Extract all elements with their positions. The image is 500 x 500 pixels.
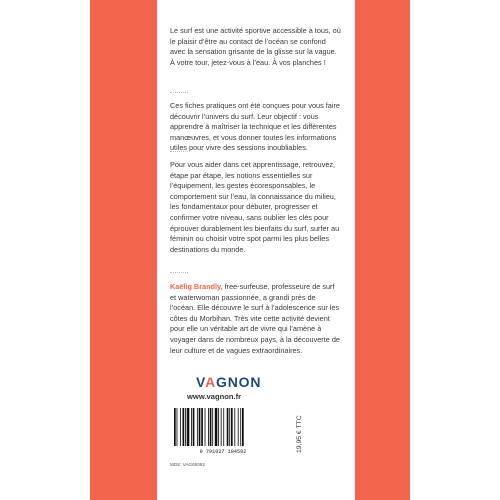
barcode-bar [191, 408, 192, 446]
section-divider [170, 151, 188, 152]
barcode [168, 405, 278, 455]
section-divider [170, 272, 188, 273]
barcode-bar [177, 408, 178, 446]
barcode-bar [231, 408, 233, 446]
barcode-bar [193, 408, 195, 446]
barcode-bar [227, 408, 229, 446]
barcode-bar [205, 408, 206, 446]
section-divider [170, 92, 188, 93]
barcode-bar [208, 408, 209, 446]
barcode-bar [229, 408, 230, 446]
barcode-bar [221, 408, 222, 446]
barcode-bar [234, 408, 235, 446]
author-name: Kaëlig Brandly, [170, 282, 223, 291]
content-paragraph: Pour vous aider dans cet apprentissage, retrouvez, étape par étape, les notions essentielles sur l’équipement, les gestes écoresponsables, le comportement sur l’eau, la connaissance du milieu, les fondamentaux pour débuter, progresser et confirmer votre niveau, sans oublier les clés pour éprouver durablement les bienfaits du surf, surfer au féminin ou choisir votre spot parmi les plus belles destinations du monde. [170, 160, 340, 254]
barcode-bar [185, 408, 186, 446]
barcode-bar [174, 408, 176, 446]
barcode-bar [197, 408, 198, 446]
barcode-bar [223, 408, 224, 446]
barcode-bar [238, 408, 239, 446]
price-label: 19,95 € TTC [296, 415, 303, 453]
barcode-bar [215, 408, 218, 446]
barcode-bar [199, 408, 201, 446]
reference-code: MDS: VAG65092 [170, 462, 205, 467]
publisher-website: www.vagnon.fr [187, 392, 242, 401]
barcode-bar [212, 408, 213, 446]
author-paragraph [170, 282, 342, 356]
purpose-paragraph: Ces fiches pratiques ont été conçues pour vous faire découvrir l’univers du surf. Leur objectif : vous apprendre à maîtriser la technique et les différentes manœuvres, et vous donner toutes les informations utiles pour vivre des sessions inoubliables. [170, 101, 340, 153]
barcode-bar [210, 408, 212, 446]
author-bio: free-surfeuse, professeure de surf et waterwoman passionnée, a grandi près de l’océan. Elle découvre le surf à l’adolescence sur les côtes du Morbihan. Très vite cette activité devient pour elle un véritable art de vivre qui l’amène à voyager dans de nombreux pays, à la découverte de leur culture et de vagues extraordinaires. [170, 282, 340, 355]
barcode-bar [187, 408, 190, 446]
barcode-bar [183, 408, 185, 446]
publisher-logo: VAGNON [196, 374, 262, 390]
barcode-digits: 9 791027 104592 [199, 449, 247, 455]
barcode-bar [240, 408, 241, 446]
intro-paragraph: Le surf est une activité sportive accessible à tous, où le plaisir d’être au contact de l’océan se confond avec la sensation grisante de la glisse sur la vague. À votre tour, jetez-vous à l’eau. À vos planches ! [170, 26, 341, 67]
barcode-bar [180, 408, 181, 446]
barcode-bar [242, 408, 244, 446]
barcode-bar [218, 408, 219, 446]
barcode-bar [201, 408, 203, 446]
